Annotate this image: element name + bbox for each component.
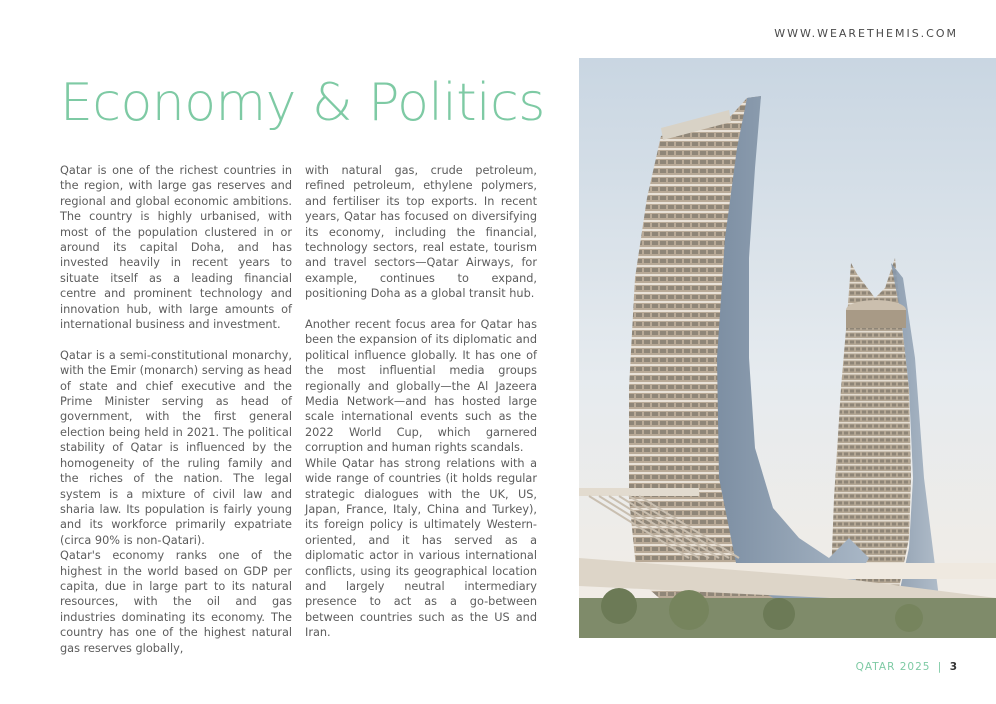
footer-label: QATAR 2025 [855, 661, 931, 673]
website-url: WWW.WEARETHEMIS.COM [774, 27, 958, 40]
page-title: Economy & Politics [60, 73, 545, 133]
page-number: 3 [949, 661, 958, 673]
paragraph: Qatar is one of the richest countries in the region, with large gas reserves and regional and global economic ambitions. The country is highly urbanised, with most of the population clustered in or around its capital Doha, and has invested heavily in recent years to situate itself as a leading financial centre and prominent technology and innovation hub, with large amounts of international business and investment. [60, 164, 292, 332]
paragraph: While Qatar has strong relations with a wide range of countries (it holds regular strategic dialogues with the UK, US, Japan, France, Italy, China and Turkey), its foreign policy is ultimately Western-oriented, and it has served as a diplomatic actor in various international conflicts, using its geographical location and largely neutral intermediary presence to act as a go-between between countries such as the US and Iran. [305, 456, 537, 640]
paragraph: Another recent focus area for Qatar has been the expansion of its diplomatic and political influence globally. It has one of the most influential media groups regionally and globally—the Al Jazeera Media Network—and has hosted large scale international events such as the 2022 World Cup, which garnered corruption and human rights scandals. [305, 318, 537, 455]
tower-photo [579, 58, 996, 638]
page-footer [856, 661, 958, 673]
paragraph: Qatar is a semi-constitutional monarchy, with the Emir (monarch) serving as head of state and chief executive and the Prime Minister serving as head of government, with the first general election being held in 2021. The political stability of Qatar is influenced by the homogeneity of the ruling family and the riches of the nation. The legal system is a mixture of civil law and sharia law. Its population is fairly young and its workforce primarily expatriate (circa 90% is non-Qatari). [60, 348, 292, 547]
paragraph: with natural gas, crude petroleum, refined petroleum, ethylene polymers, and fertiliser its top exports. In recent years, Qatar has focused on diversifying its economy, including the financial, technology sectors, real estate, tourism and travel sectors—Qatar Airways, for example, continues to expand, positioning Doha as a global transit hub. [305, 164, 537, 301]
footer-separator: | [937, 661, 943, 673]
text-column-right [305, 163, 537, 641]
text-column-left [60, 163, 292, 656]
paragraph: Qatar's economy ranks one of the highest in the world based on GDP per capita, due in large part to its natural resources, with the oil and gas industries dominating its economy. The country has one of the highest natural gas reserves globally, [60, 549, 292, 655]
